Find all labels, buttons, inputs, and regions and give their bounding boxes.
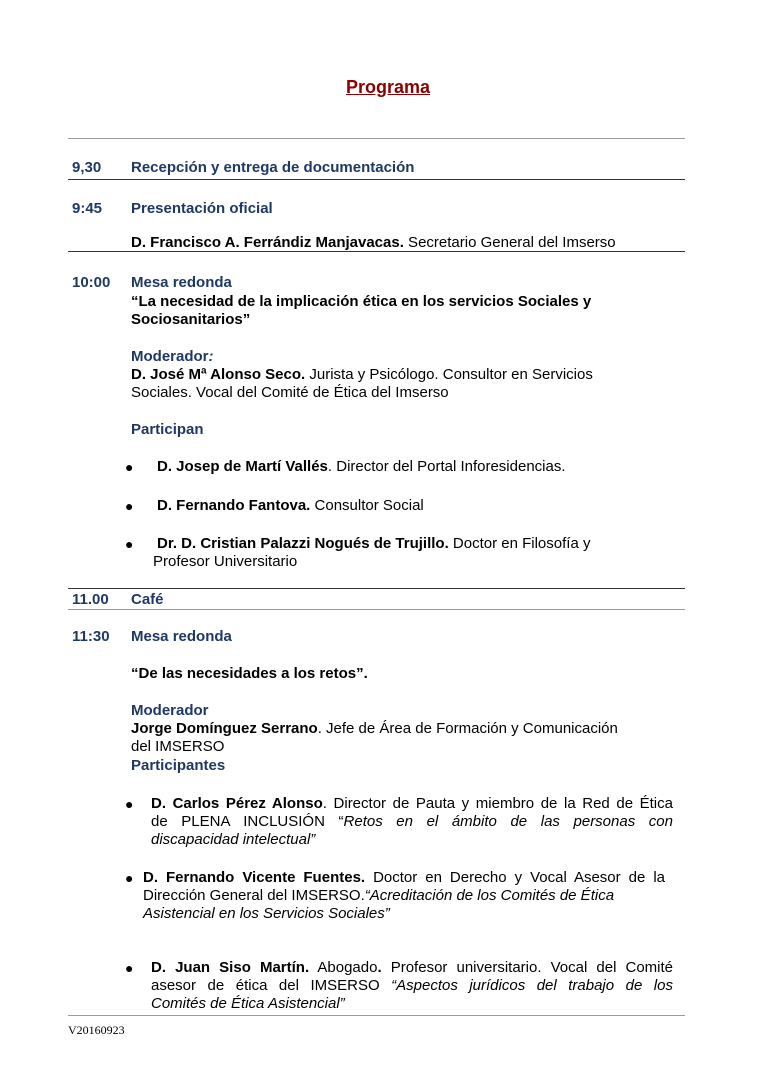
participant-1-line-2: de PLENA INCLUSIÓN “Retos en el ámbito de las personas con — [151, 813, 673, 830]
version-footer: V20160923 — [68, 1023, 125, 1037]
bullet-icon: ● — [125, 498, 134, 514]
speaker-role: Secretario General del Imserso — [403, 234, 616, 251]
participants-label: Participantes — [131, 757, 226, 774]
bullet-icon: ● — [125, 459, 134, 475]
participant-2-line-1: D. Fernando Vicente Fuentes. Doctor en Derecho y Vocal Asesor de la — [143, 869, 665, 886]
slot-2-title: Presentación oficial — [131, 200, 273, 217]
moderator-line-2: del IMSERSO — [131, 738, 225, 755]
moderator-line-1: D. José Mª Alonso Seco. Jurista y Psicólogo. Consultor en Servicios — [131, 366, 593, 383]
participant-3: Dr. D. Cristian Palazzi Nogués de Trujillo. Doctor en Filosofía y — [157, 535, 591, 552]
participant-2: D. Fernando Fantova. Consultor Social — [157, 497, 424, 514]
bullet-icon: ● — [125, 536, 134, 552]
slot-3-title: Mesa redonda — [131, 274, 232, 291]
time-slot-2: 9:45 — [72, 200, 103, 217]
speaker-line — [131, 234, 616, 251]
moderator-line-2: Sociales. Vocal del Comité de Ética del Imserso — [131, 384, 449, 401]
participant-1: D. Josep de Martí Vallés. Director del Portal Inforesidencias. — [157, 458, 566, 475]
moderator-label: Moderador: — [131, 348, 214, 365]
time-slot-1: 9,30 — [72, 159, 102, 176]
divider — [68, 609, 685, 610]
participant-3-line-2: asesor de ética del IMSERSO “Aspectos jurídicos del trabajo de los — [151, 977, 673, 994]
moderator-label: Moderador — [131, 702, 209, 719]
slot-5-title: Mesa redonda — [131, 628, 232, 645]
participant-2-line-3: Asistencial en los Servicios Sociales” — [143, 905, 390, 922]
slot-3-subtitle-1: “La necesidad de la implicación ética en los servicios Sociales y — [131, 293, 592, 310]
divider — [68, 251, 685, 252]
participant-3-line-2: Profesor Universitario — [153, 553, 298, 570]
participant-1-line-1: D. Carlos Pérez Alonso. Director de Pauta y miembro de la Red de Ética — [151, 795, 673, 812]
time-slot-4: 11.00 — [72, 591, 109, 608]
moderator-line-1: Jorge Domínguez Serrano. Jefe de Área de Formación y Comunicación — [131, 720, 618, 737]
footer-divider — [68, 1015, 685, 1016]
divider — [68, 588, 685, 589]
bullet-icon: ● — [125, 870, 134, 886]
bullet-icon: ● — [125, 796, 134, 812]
slot-3-subtitle-2: Sociosanitarios” — [131, 311, 251, 328]
bullet-icon: ● — [125, 960, 134, 976]
participant-1-line-3: discapacidad intelectual” — [151, 831, 316, 848]
slot-4-title: Café — [131, 591, 164, 608]
participant-3-line-3: Comités de Ética Asistencial” — [151, 995, 345, 1012]
slot-5-subtitle: “De las necesidades a los retos”. — [131, 665, 368, 682]
moderator-name: Jorge Domínguez Serrano — [131, 720, 318, 737]
slot-1-title: Recepción y entrega de documentación — [131, 159, 415, 176]
participant-2-line-2: Dirección General del IMSERSO.“Acreditación de los Comités de Ética — [143, 887, 615, 904]
participant-3-line-1: D. Juan Siso Martín. Abogado. Profesor universitario. Vocal del Comité — [151, 959, 674, 976]
speaker-name: D. Francisco A. Ferrándiz Manjavacas. — [131, 234, 404, 251]
moderator-name: D. José Mª Alonso Seco. — [131, 366, 306, 383]
divider — [68, 179, 685, 180]
time-slot-5: 11:30 — [72, 628, 110, 645]
divider — [68, 138, 685, 139]
participants-label: Participan — [131, 421, 204, 438]
page-title: Programa — [345, 77, 431, 97]
time-slot-3: 10:00 — [72, 274, 111, 291]
